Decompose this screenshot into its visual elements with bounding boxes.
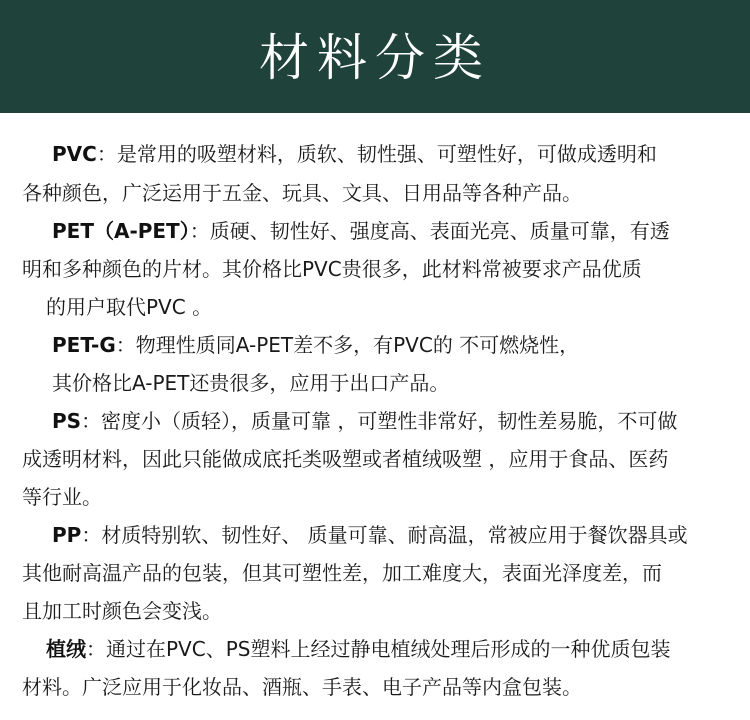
ps-line-1 <box>52 408 677 434</box>
petg-text-1: ：物理性质同A-PET差不多，有PVC的 不可燃烧性， <box>115 333 580 357</box>
term-flocking: 植绒 <box>46 637 86 661</box>
flocking-text-1: ：通过在PVC、PS塑料上经过静电植绒处理后形成的一种优质包装 <box>86 637 671 661</box>
pvc-text-1: ：是常用的吸塑材料，质软、韧性强、可塑性好，可做成透明和 <box>96 142 657 166</box>
ps-line-3: 等行业。 <box>22 485 102 509</box>
term-pvc: PVC <box>52 142 97 166</box>
term-petg: PET-G <box>52 333 116 357</box>
pet-line-2: 明和多种颜色的片材。其价格比PVC贵很多，此材料常被要求产品优质 <box>22 257 642 281</box>
term-pp: PP <box>52 523 82 547</box>
pp-line-2: 其他耐高温产品的包装，但其可塑性差，加工难度大，表面光泽度差，而 <box>22 561 662 585</box>
ps-line-2: 成透明材料，因此只能做成底托类吸塑或者植绒吸塑 ，应用于食品、医药 <box>22 447 669 471</box>
petg-line-2: 其价格比A-PET还贵很多，应用于出口产品。 <box>52 371 450 395</box>
term-pet: PET（A-PET） <box>52 219 190 243</box>
pp-line-3: 且加工时颜色会变浅。 <box>22 599 222 623</box>
pp-text-1: ：材质特别软、韧性好、 质量可靠、耐高温，常被应用于餐饮器具或 <box>81 523 688 547</box>
pet-line-1 <box>52 218 670 244</box>
petg-line-1 <box>52 332 579 358</box>
pvc-line-2: 各种颜色，广泛运用于五金、玩具、文具、日用品等各种产品。 <box>22 181 582 205</box>
pvc-line-1 <box>52 141 657 167</box>
ps-text-1: ：密度小（质轻），质量可靠 ，可塑性非常好，韧性差易脆，不可做 <box>81 409 678 433</box>
page-title: 材料分类 <box>259 28 491 87</box>
flocking-line-1 <box>46 636 670 662</box>
flocking-line-2: 材料。广泛应用于化妆品、酒瓶、手表、电子产品等内盒包装。 <box>22 675 582 699</box>
pp-line-1 <box>52 522 688 548</box>
pet-line-3: 的用户取代PVC 。 <box>46 295 213 319</box>
term-ps: PS <box>52 409 82 433</box>
pet-text-1: ：质硬、韧性好、强度高、表面光亮、质量可靠，有透 <box>189 219 670 243</box>
